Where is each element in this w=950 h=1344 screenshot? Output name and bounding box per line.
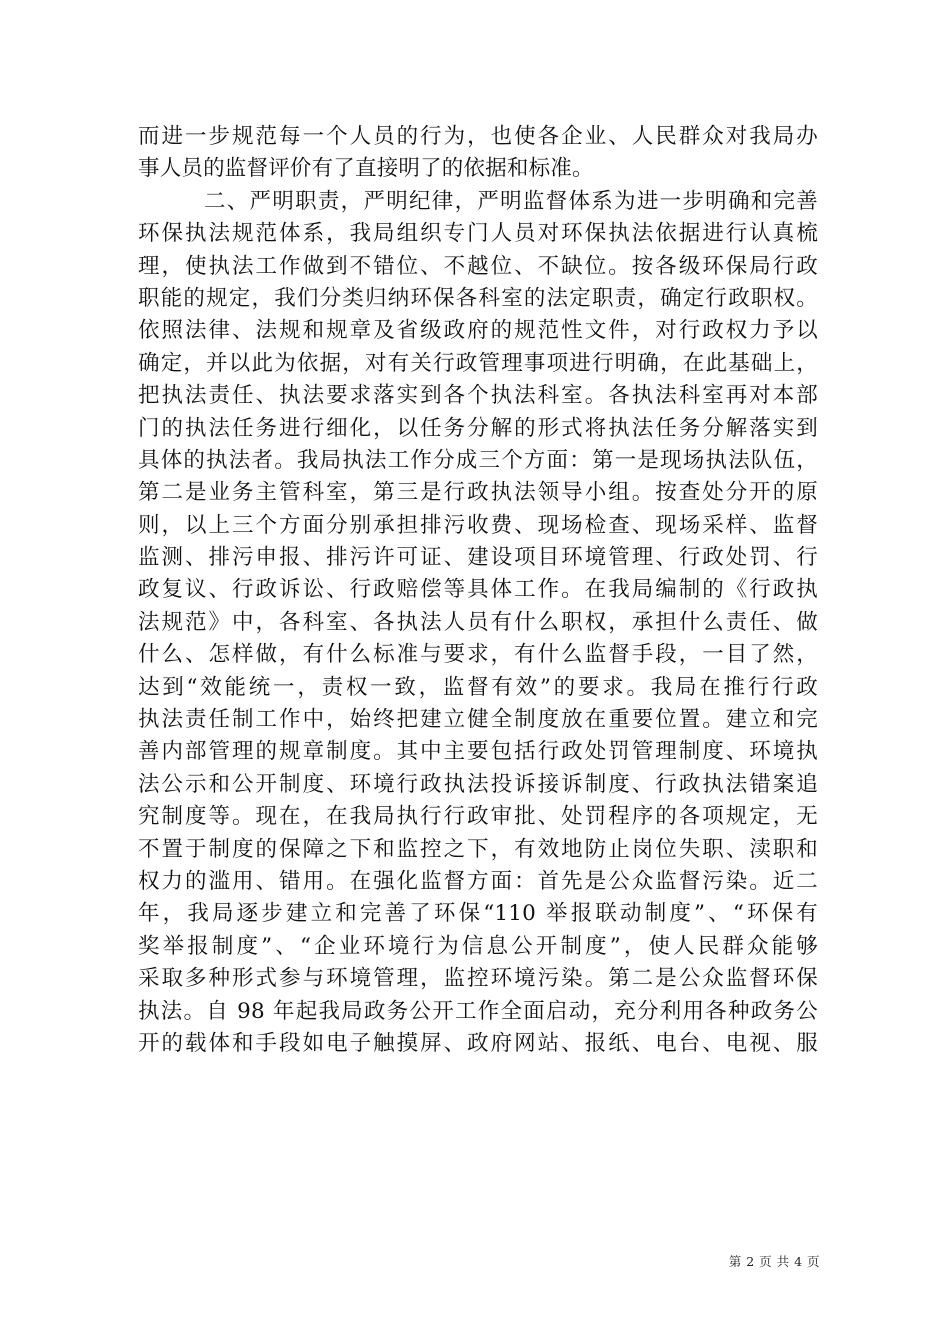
body-line: 监测、排污申报、排污许可证、建设项目环境管理、行政处罚、行 (138, 545, 818, 571)
body-line: 善内部管理的规章制度。其中主要包括行政处罚管理制度、环境执 (138, 739, 818, 765)
body-line: 采取多种形式参与环境管理，监控环境污染。第二是公众监督环保 (138, 966, 818, 992)
body-line: 达到“效能统一，责权一致，监督有效”的要求。我局在推行行政 (138, 674, 818, 700)
body-line: 法公示和公开制度、环境行政执法投诉接诉制度、行政执法错案追 (138, 771, 818, 797)
body-line: 环保执法规范体系，我局组织专门人员对环保执法依据进行认真梳 (138, 221, 818, 247)
body-line: 什么、怎样做，有什么标准与要求，有什么监督手段，一目了然， (138, 642, 818, 668)
body-line: 不置于制度的保障之下和监控之下，有效地防止岗位失职、渎职和 (138, 836, 818, 862)
body-line: 法规范》中，各科室、各执法人员有什么职权，承担什么责任、做 (138, 609, 818, 635)
body-line: 则，以上三个方面分别承担排污收费、现场检查、现场采样、监督 (138, 512, 818, 538)
body-line: 事人员的监督评价有了直接明了的依据和标准。 (138, 156, 594, 182)
body-line: 奖举报制度”、“企业环境行为信息公开制度”，使人民群众能够 (138, 933, 818, 959)
body-line: 理，使执法工作做到不错位、不越位、不缺位。按各级环保局行政 (138, 253, 818, 279)
document-body (138, 121, 818, 1060)
body-line: 职能的规定，我们分类归纳环保各科室的法定职责，确定行政职权。 (138, 285, 818, 311)
body-line: 年，我局逐步建立和完善了环保“110 举报联动制度”、“环保有 (138, 901, 818, 927)
body-line: 究制度等。现在，在我局执行行政审批、处罚程序的各项规定，无 (138, 804, 818, 830)
section-heading-line: 二、严明职责，严明纪律，严明监督体系为进一步明确和完善 (204, 188, 818, 214)
body-line: 确定，并以此为依据，对有关行政管理事项进行明确，在此基础上， (138, 350, 818, 376)
body-line: 依照法律、法规和规章及省级政府的规范性文件，对行政权力予以 (138, 318, 818, 344)
body-line: 执法责任制工作中，始终把建立健全制度放在重要位置。建立和完 (138, 707, 818, 733)
body-line: 政复议、行政诉讼、行政赔偿等具体工作。在我局编制的《行政执 (138, 577, 818, 603)
body-line: 第二是业务主管科室，第三是行政执法领导小组。按查处分开的原 (138, 480, 818, 506)
body-line: 权力的滥用、错用。在强化监督方面：首先是公众监督污染。近二 (138, 868, 818, 894)
body-line: 而进一步规范每一个人员的行为，也使各企业、人民群众对我局办 (138, 124, 818, 149)
body-line: 把执法责任、执法要求落实到各个执法科室。各执法科室再对本部 (138, 383, 818, 409)
page-number-footer: 第 2 页 共 4 页 (728, 1254, 820, 1269)
body-line: 执法。自 98 年起我局政务公开工作全面启动，充分利用各种政务公 (138, 998, 818, 1024)
body-line: 开的载体和手段如电子触摸屏、政府网站、报纸、电台、电视、服 (138, 1030, 818, 1056)
body-line: 具体的执法者。我局执法工作分成三个方面：第一是现场执法队伍， (138, 447, 818, 473)
body-line: 门的执法任务进行细化，以任务分解的形式将执法任务分解落实到 (138, 415, 818, 441)
